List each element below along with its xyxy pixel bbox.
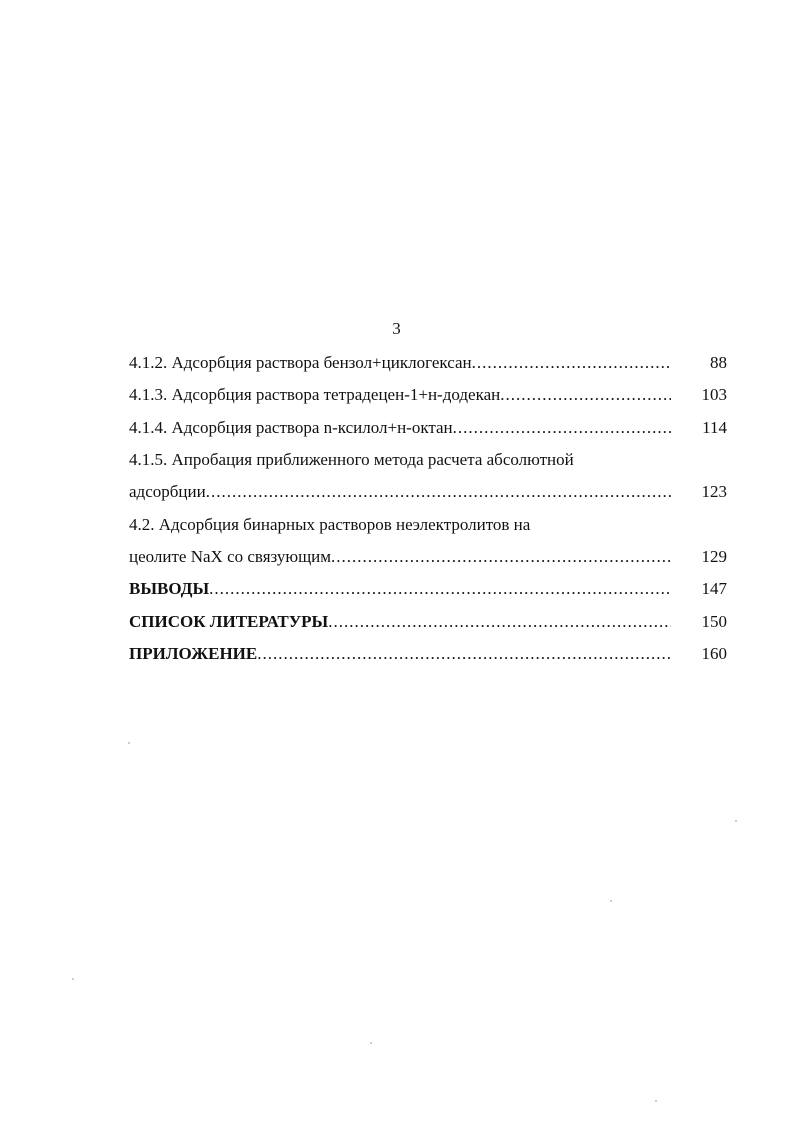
toc-entry-title: адсорбции <box>129 482 206 502</box>
toc-entry-title: 4.1.5. Апробация приближенного метода расчета абсолютной <box>129 450 574 470</box>
toc-leader-dots <box>257 643 671 665</box>
toc-leader-dots <box>500 384 671 406</box>
toc-leader-dots <box>472 352 671 374</box>
toc-entry-appendix <box>129 638 727 670</box>
toc-leader-dots <box>453 417 671 439</box>
toc-leader-dots <box>328 611 671 633</box>
scan-speck <box>655 1100 657 1102</box>
toc-entry-page: 147 <box>701 579 727 599</box>
toc-entry-references <box>129 605 727 637</box>
toc-entry-4-1-5-line1 <box>129 444 727 476</box>
toc-entry-page: 129 <box>701 546 727 566</box>
toc-entry-4-1-3 <box>129 379 727 411</box>
toc-entry-page: 123 <box>701 482 727 502</box>
toc-entry-page: 88 <box>710 353 727 373</box>
toc-entry-conclusions <box>129 573 727 605</box>
toc-leader-dots <box>209 578 671 600</box>
toc-leader-dots <box>331 546 671 568</box>
table-of-contents <box>129 347 727 670</box>
scan-speck <box>610 900 612 902</box>
toc-entry-page: 150 <box>701 611 727 631</box>
toc-leader-dots <box>206 481 671 503</box>
toc-entry-4-1-4 <box>129 412 727 444</box>
toc-entry-title: СПИСОК ЛИТЕРАТУРЫ <box>129 611 329 631</box>
page-number: 3 <box>392 319 401 338</box>
scan-speck <box>735 820 737 822</box>
toc-entry-title: ВЫВОДЫ <box>129 579 210 599</box>
toc-entry-4-1-2 <box>129 347 727 379</box>
toc-entry-page: 114 <box>702 417 727 437</box>
scan-speck <box>128 742 130 744</box>
toc-entry-title: 4.2. Адсорбция бинарных растворов неэлектролитов на <box>129 514 531 534</box>
toc-entry-title: цеолите NaX со связующим <box>129 546 332 566</box>
toc-entry-title: 4.1.3. Адсорбция раствора тетрадецен-1+н-додекан <box>129 385 501 405</box>
toc-entry-title: 4.1.4. Адсорбция раствора n-ксилол+н-октан <box>129 417 453 437</box>
toc-entry-4-2-line2 <box>129 541 727 573</box>
toc-entry-page: 160 <box>701 643 727 663</box>
toc-entry-page: 103 <box>701 385 727 405</box>
toc-entry-title: ПРИЛОЖЕНИЕ <box>129 643 258 663</box>
toc-entry-4-1-5-line2 <box>129 476 727 508</box>
scan-speck <box>72 978 74 980</box>
toc-entry-4-2-line1 <box>129 508 727 540</box>
toc-entry-title: 4.1.2. Адсорбция раствора бензол+циклогексан <box>129 353 472 373</box>
scan-speck <box>370 1042 372 1044</box>
